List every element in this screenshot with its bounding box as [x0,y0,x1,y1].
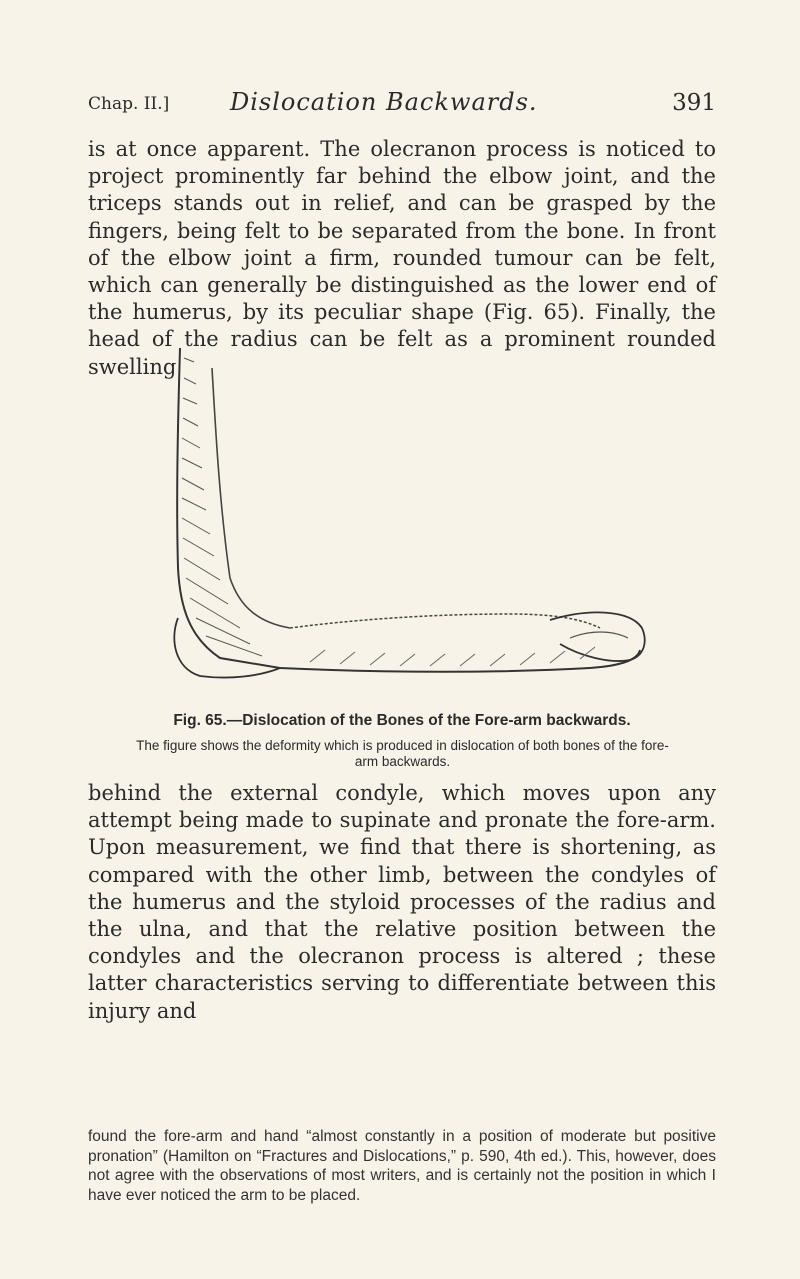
chapter-label: Chap. II.] [88,94,170,114]
figure-caption-title: Fig. 65.—Dislocation of the Bones of the Fore-arm backwards. [173,712,631,729]
body-paragraph: is at once apparent. The olecranon process is noticed to project prominently far behind the elbow joint, and the triceps stands out in relief, and can be grasped by the fingers, being felt to be separated from the bone. In front of the elbow joint a firm, rounded tumour can be felt, which can generally be distinguished as the lower end of the humerus, by its peculiar shape (Fig. 65). Finally, the head of the radius can be felt as a prominent rounded swelling [88,137,716,379]
running-title: Dislocation Backwards. [230,88,538,116]
footnote: found the fore-arm and hand “almost constantly in a position of moderate but positive pronation” (Hamilton on “Fractures and Dislocations,” p. 590, 4th ed.). This, however, does not agree with the observations of most writers, and is certainly not the position in which I have ever noticed the arm to be placed. [88,1128,716,1204]
elbow-dislocation-illustration [150,338,650,683]
running-header [88,88,716,124]
figure-caption-description: The figure shows the deformity which is produced in dislocation of both bones of the fore-arm backwards. [136,738,669,769]
page-number: 391 [672,90,716,116]
body-paragraph: behind the external condyle, which moves upon any attempt being made to supinate and pronate the fore-arm. Upon measurement, we find that there is shortening, as compared with the other limb, between the condyles of the humerus and the styloid processes of the radius and the ulna, and that the relative position between the condyles and the olecranon process is altered ; these latter characteristics serving to differentiate between this injury and [88,781,716,1023]
